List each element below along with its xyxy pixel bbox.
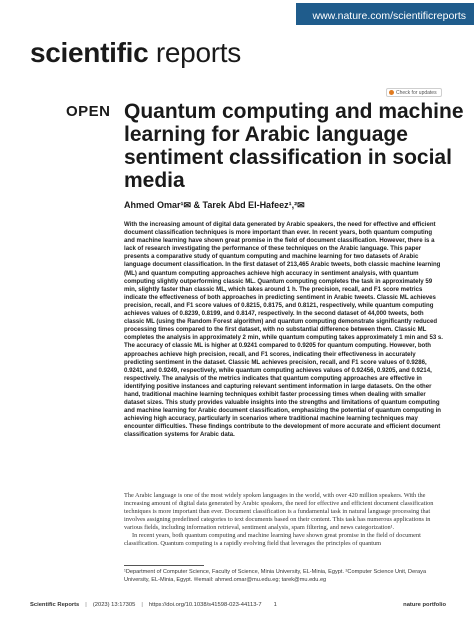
journal-logo[interactable] — [30, 37, 241, 69]
journal-url[interactable]: www.nature.com/scientificreports — [312, 10, 466, 22]
footer-separator: | — [85, 602, 87, 608]
footnote-divider — [124, 565, 204, 566]
footer-doi-link[interactable]: https://doi.org/10.1038/s41598-023-44113-7 — [148, 602, 262, 608]
body-paragraph-2: In recent years, both quantum computing and machine learning have shown great promise in the field of document classification. Quantum computing is a rapidly evolving field that leverages the principles of quantum — [124, 532, 421, 547]
check-updates-label: Check for updates — [396, 89, 437, 96]
publisher-brand: nature portfolio — [403, 602, 446, 608]
article-title: Quantum computing and machine learning for Arabic language sentiment classification in social media — [124, 100, 464, 192]
open-access-label: OPEN — [66, 103, 111, 120]
page-footer — [30, 600, 446, 610]
author-list[interactable]: Ahmed Omar¹✉ & Tarek Abd El-Hafeez¹,²✉ — [124, 200, 305, 210]
affiliations: ¹Department of Computer Science, Faculty of Science, Minia University, EL-Minia, Egypt. ²Computer Science Unit, Deraya University, EL-Minia, Egypt. ✉email: ahmed.omar@mu.edu.eg; tarek@mu.edu.eg — [124, 569, 427, 583]
url-banner — [296, 3, 474, 25]
article-body — [124, 492, 448, 548]
footer-separator: | — [141, 602, 143, 608]
update-check-icon — [389, 90, 394, 95]
footer-citation: (2023) 13:17305 — [92, 602, 136, 608]
check-for-updates-button[interactable] — [386, 88, 442, 97]
footer-journal: Scientific Reports — [30, 602, 80, 608]
abstract: With the increasing amount of digital data generated by Arabic speakers, the need for effective and efficient document classification techniques is more important than ever. In recent years, both quantum computing and machine learning have shown great promise in the field of document classification. However, there is a lack of research investigating the performance of these techniques on the Arabic language. This paper presents a comparative study of quantum computing and machine learning for two datasets of Arabic language document classification. In the first dataset of 213,465 Arabic tweets, both classic machine learning (ML) and quantum computing approaches achieve high accuracy in sentiment analysis, with quantum computing slightly outperforming classic ML. Quantum computing completes the task in approximately 59 min, slightly faster than classic ML, which takes around 1 h. The precision, recall, and F1 score metrics indicate the effectiveness of both approaches in predicting sentiment in Arabic tweets. Classic ML achieves precision, recall, and F1 score values of 0.8215, 0.8175, and 0.8121, respectively, while quantum computing achieves values of 0.8239, 0.8199, and 0.8147, respectively. In the second dataset of 44,000 tweets, both classic ML (using the Random Forest algorithm) and quantum computing demonstrate significantly reduced processing times compared to the first dataset, with no substantial difference between them. Classic ML completes the analysis in approximately 2 min, while quantum computing takes approximately 1 min and 53 s. The accuracy of classic ML is higher at 0.9241 compared to 0.9205 for quantum computing. However, both approaches achieve high precision, recall, and F1 scores, indicating their effectiveness in accurately predicting sentiment in the dataset. Classic ML achieves precision, recall, and F1 score values of 0.9286, 0.9241, and 0.9249, respectively, while quantum computing achieves values of 0.92456, 0.9205, and 0.9214, respectively. The analysis of the metrics indicates that quantum computing approaches are effective in identifying positive instances and capturing relevant sentiment information in large datasets. On the other hand, traditional machine learning techniques exhibit faster processing times when dealing with smaller dataset sizes. This study provides valuable insights into the strengths and limitations of quantum computing and machine learning for Arabic document classification, emphasizing the potential of quantum computing in achieving high accuracy, particularly in scenarios where traditional machine learning techniques may encounter difficulties. These findings contribute to the development of more accurate and efficient document classification systems for Arabic data. — [124, 221, 443, 439]
body-paragraph-1: The Arabic language is one of the most widely spoken languages in the world, with over 420 million speakers. With the increasing amount of digital data generated by Arabic speakers, the need for effective and efficient document classification techniques is more important than ever. Document classification is a fundamental task in natural language processing that involves assigning predefined categories to text documents based on their content. This task has numerous applications in various fields, including information retrieval, sentiment analysis, spam filtering, and news categorization¹. — [124, 492, 434, 531]
header-bar — [0, 0, 474, 28]
footer-page-number: 1 — [273, 602, 277, 608]
journal-name-light: reports — [148, 37, 241, 68]
journal-name-bold: scientific — [30, 37, 149, 68]
